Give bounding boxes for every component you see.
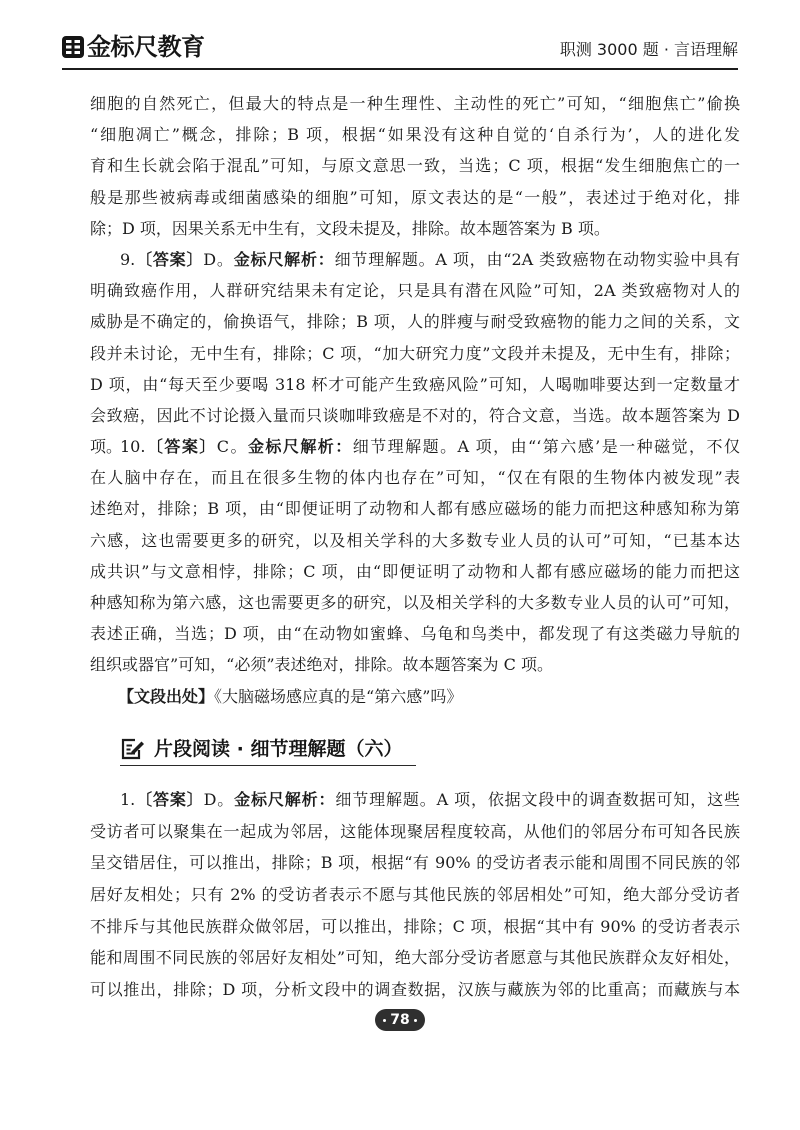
text-line: 呈交错居住，可以推出，排除；B 项，根据“有 90% 的受访者表示能和周围不同民族的邻	[90, 853, 740, 873]
text-line: 成共识”与文意相悖，排除；C 项，由“即便证明了动物和人都有感应磁场的能力而把这	[90, 561, 740, 581]
answer-label: 〔答案〕	[135, 249, 204, 269]
edit-document-icon	[120, 737, 146, 761]
section-answer-explanations	[90, 784, 740, 1006]
text-line: “细胞凋亡”概念，排除；B 项，根据“如果没有这种自觉的‘自杀行为’，人的进化发	[90, 125, 740, 145]
text-line: 述绝对，排除；B 项，由“即便证明了动物和人都有感应磁场的能力而把这种感知称为第	[90, 499, 740, 519]
text-line: 细胞的自然死亡，但最大的特点是一种生理性、主动性的死亡”可知，“细胞焦亡”偷换	[90, 94, 740, 113]
text-line: 表述正确，当选；D 项，由“在动物如蜜蜂、乌龟和鸟类中，都发现了有这类磁力导航的	[90, 624, 740, 644]
paragraph-lines	[90, 816, 740, 1006]
answer-choice: D。	[203, 249, 234, 269]
brand-logo-icon	[62, 36, 84, 58]
question-number: 9.	[120, 249, 136, 269]
text-line: 明确致癌作用，人群研究结果未有定论，只是具有潜在风险”可知，2A 类致癌物对人的	[90, 281, 740, 301]
page-number-badge	[375, 1009, 425, 1031]
answer-choice: C。	[216, 437, 248, 457]
page-header	[62, 30, 738, 70]
text-line: 般是那些被病毒或细菌感染的细胞”可知，原文表达的是“一般”，表述过于绝对化，排	[90, 187, 740, 207]
analysis-text: 细节理解题。A 项，由“‘第六感’是一种磁觉，不仅	[352, 437, 740, 457]
text-line: 组织或器官”可知，“必须”表述绝对，排除。故本题答案为 C 项。	[90, 655, 553, 675]
answer-first-line	[90, 784, 740, 816]
text-line: 除；D 项，因果关系无中生有，文段未提及，排除。故本题答案为 B 项。	[90, 218, 610, 238]
section-heading	[120, 733, 416, 766]
source-title: 《大脑磁场感应真的是“第六感”吗》	[214, 686, 463, 706]
text-line: D 项，由“每天至少要喝 318 杯才可能产生致癌风险”可知，人喝咖啡要达到一定数量才	[90, 374, 740, 394]
text-line: 受访者可以聚集在一起成为邻居，这能体现聚居程度较高，从他们的邻居分布可知各民族	[90, 821, 740, 841]
answer-explanations	[90, 88, 740, 712]
decorative-dot	[414, 1019, 417, 1022]
text-line: 种感知称为第六感，这也需要更多的研究，以及相关学科的大多数专业人员的认可”可知，	[90, 593, 740, 612]
analysis-label: 金标尺解析：	[234, 790, 336, 809]
analysis-label: 金标尺解析：	[233, 249, 335, 269]
text-line: 段并未讨论，无中生有，排除；C 项，“加大研究力度”文段并未提及，无中生有，排除；	[90, 343, 740, 363]
book-title: 职测 3000 题 · 言语理解	[559, 40, 738, 59]
paragraph-lines	[90, 88, 740, 244]
analysis-label: 金标尺解析：	[247, 437, 353, 457]
brand-name: 金标尺教育	[87, 33, 205, 61]
text-line: 居好友相处；只有 2% 的受访者表示不愿与其他民族的邻居相处”可知，绝大部分受访者	[90, 885, 740, 905]
text-line: 可以推出，排除；D 项，分析文段中的调查数据，汉族与藏族为邻的比重高；而藏族与本	[90, 980, 740, 1000]
page-number: 78	[390, 1012, 410, 1028]
answer-first-line	[90, 244, 740, 275]
answer-first-line	[90, 431, 740, 462]
text-line: 六感，这也需要更多的研究，以及相关学科的大多数专业人员的认可”可知，“已基本达	[90, 530, 740, 550]
answer-choice: D。	[203, 790, 235, 809]
answer-label: 〔答案〕	[145, 437, 217, 457]
text-line: 不排斥与其他民族群众做邻居，可以推出，排除；C 项，根据“其中有 90% 的受访者表示	[90, 916, 740, 936]
section-title: 片段阅读 · 细节理解题（六）	[154, 738, 403, 760]
source-citation	[90, 681, 740, 712]
analysis-text: 细节理解题。A 项，由“2A 类致癌物在动物实验中具有	[334, 249, 740, 269]
answer-label: 〔答案〕	[135, 790, 204, 809]
text-line: 能和周围不同民族的邻居好友相处”可知，绝大部分受访者愿意与其他民族群众友好相处，	[90, 948, 740, 968]
brand-logo	[62, 32, 205, 62]
text-line: 威胁是不确定的，偷换语气，排除；B 项，人的胖瘦与耐受致癌物的能力之间的关系，文	[90, 312, 740, 332]
text-line: 会致癌，因此不讨论摄入量而只谈咖啡致癌是不对的，符合文意，当选。故本题答案为 D 项。	[90, 405, 740, 457]
answer-item-10	[90, 431, 740, 681]
question-number: 1.	[120, 790, 136, 809]
continued-explanation	[90, 88, 740, 244]
source-label: 【文段出处】	[118, 686, 215, 706]
decorative-dot	[383, 1019, 386, 1022]
paragraph-lines	[90, 462, 740, 680]
text-line: 育和生长就会陷于混乱”可知，与原文意思一致，当选；C 项，根据“发生细胞焦亡的一	[90, 156, 740, 176]
question-number: 10.	[120, 437, 146, 457]
text-line: 在人脑中存在，而且在很多生物的体内也存在”可知，“仅在有限的生物体内被发现”表	[90, 468, 740, 488]
analysis-text: 细节理解题。A 项，依据文段中的调查数据可知，这些	[335, 790, 740, 809]
